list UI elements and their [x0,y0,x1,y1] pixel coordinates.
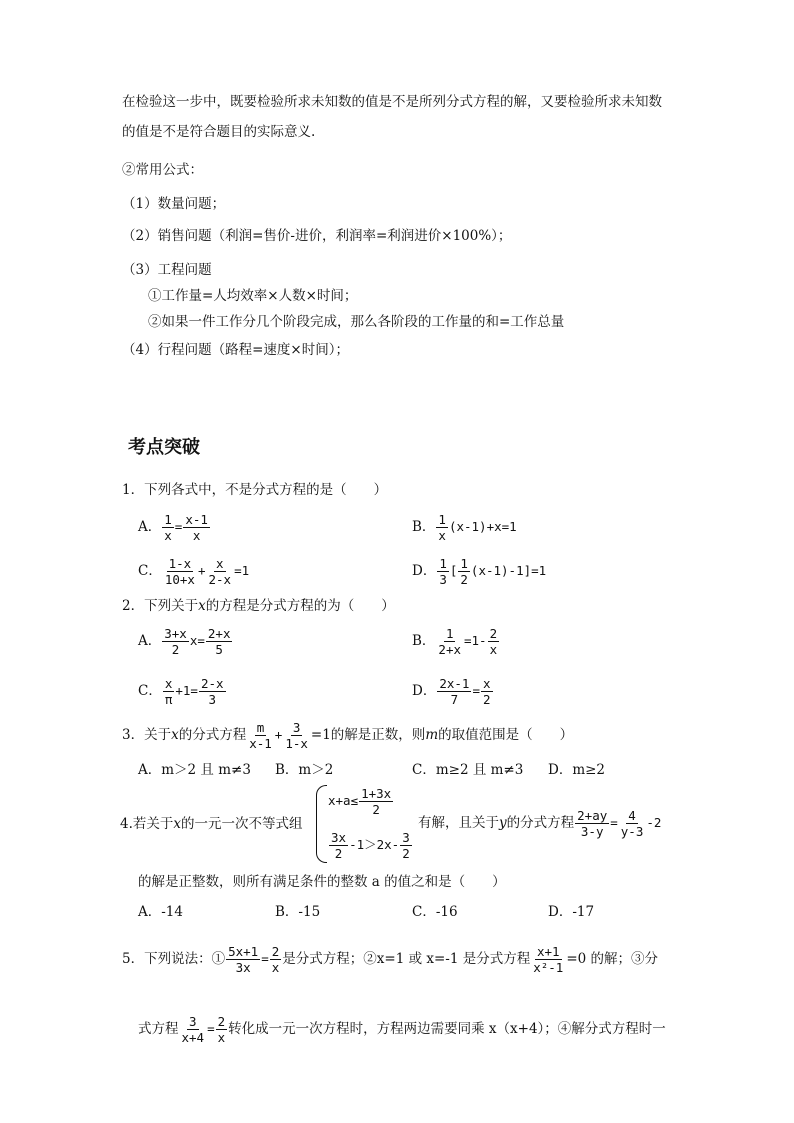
q2-option-b: B． $\frac{1}{2+x}$ =1- $\frac{2}{x}$ [412,626,498,657]
q2-option-c: C． $\frac{x}{\pi}$ +1= $\frac{2-x}{3}$ [138,676,224,707]
q4-option-d: D．-17 [548,904,595,920]
q2-option-a: A． $\frac{3+x}{2}$ x= $\frac{2+x}{5}$ [138,626,231,657]
q3-option-b: B．m＞2 [275,762,334,778]
formula-3b: ②如果一件工作分几个阶段完成，那么各阶段的工作量的和=工作总量 [148,314,565,330]
q5-line-1: 5．下列说法：① $\frac{5x+1}{3x}$ = $\frac{2}{x}$ 是分式方程；②x=1 或 x=-1 是分式方程 $\frac{x+1}{\text{x²-1}}$ =0 的解；③分 [122,944,659,975]
q3-option-d: D．m≥2 [548,762,606,778]
q1-option-b: B． $\frac{1}{x}$ (x-1)+x=1 [412,512,517,543]
q2-option-d: D． $\frac{2x-1}{7}$ = $\frac{x}{2}$ [412,676,491,707]
q3-stem: 3．关于x的分式方程 $\frac{m}{x-1}$ + $\frac{3}{1-x}$ =1的解是正数，则m的取值范围是（ ） [122,720,574,751]
q1-option-a: A． $\frac{1}{x}$ = $\frac{x-1}{x}$ [138,512,208,543]
q4-option-c: C．-16 [412,904,458,920]
formula-3: （3）工程问题 [122,262,212,278]
q4-stem-end: 有解，且关于y的分式方程 $\frac{2+ay}{3-y}$ = $\frac{4}{y-3}$ -2 [418,808,662,839]
q2-stem: 2．下列关于x的方程是分式方程的为（ ） [122,598,395,614]
formula-3a: ①工作量=人均效率×人数×时间； [148,288,358,304]
q4-line-2: 的解是正整数，则所有满足条件的整数 a 的值之和是（ ） [138,874,506,890]
q4-stem-start: 4.若关于x的一元一次不等式组 [120,816,303,832]
q3-option-c: C．m≥2 且 m≠3 [412,762,524,778]
q4-option-b: B．-15 [275,904,321,920]
formula-4: （4）行程问题（路程=速度×时间）； [122,342,349,358]
formula-2: （2）销售问题（利润=售价-进价，利润率=利润进价×100%）； [122,228,512,244]
intro-line-2: 的值是不是符合题目的实际意义. [122,124,316,140]
inequality-brace [316,785,327,863]
section-title: 考点突破 [128,437,200,458]
formula-1: （1）数量问题； [122,196,226,212]
q1-option-d: D． $\frac{1}{3}$ [ $\frac{1}{2}$ (x-1)-1]=1 [412,556,547,587]
q4-option-a: A．-14 [138,904,183,920]
formulas-title: ②常用公式： [122,162,203,178]
q1-option-c: C． $\frac{1-x}{10+x}$ + $\frac{x}{2-x}$ =1 [138,556,250,587]
q4-inequality-2: $\frac{3x}{2}$ -1＞2x- $\frac{3}{2}$ [331,830,410,861]
q1-stem: 1．下列各式中，不是分式方程的是（ ） [122,482,388,498]
q5-line-2: 式方程 $\frac{3}{x+4}$ = $\frac{2}{x}$ 转化成一元一次方程时，方程两边需要同乘 x（x+4）；④解分式方程时一 [138,1014,666,1045]
q3-option-a: A．m＞2 且 m≠3 [138,762,251,778]
intro-line-1: 在检验这一步中，既要检验所求未知数的值是不是所列分式方程的解，又要检验所求未知数 [122,94,662,110]
q4-inequality-1: x+a≤ $\frac{1+3x}{2}$ [328,786,392,817]
